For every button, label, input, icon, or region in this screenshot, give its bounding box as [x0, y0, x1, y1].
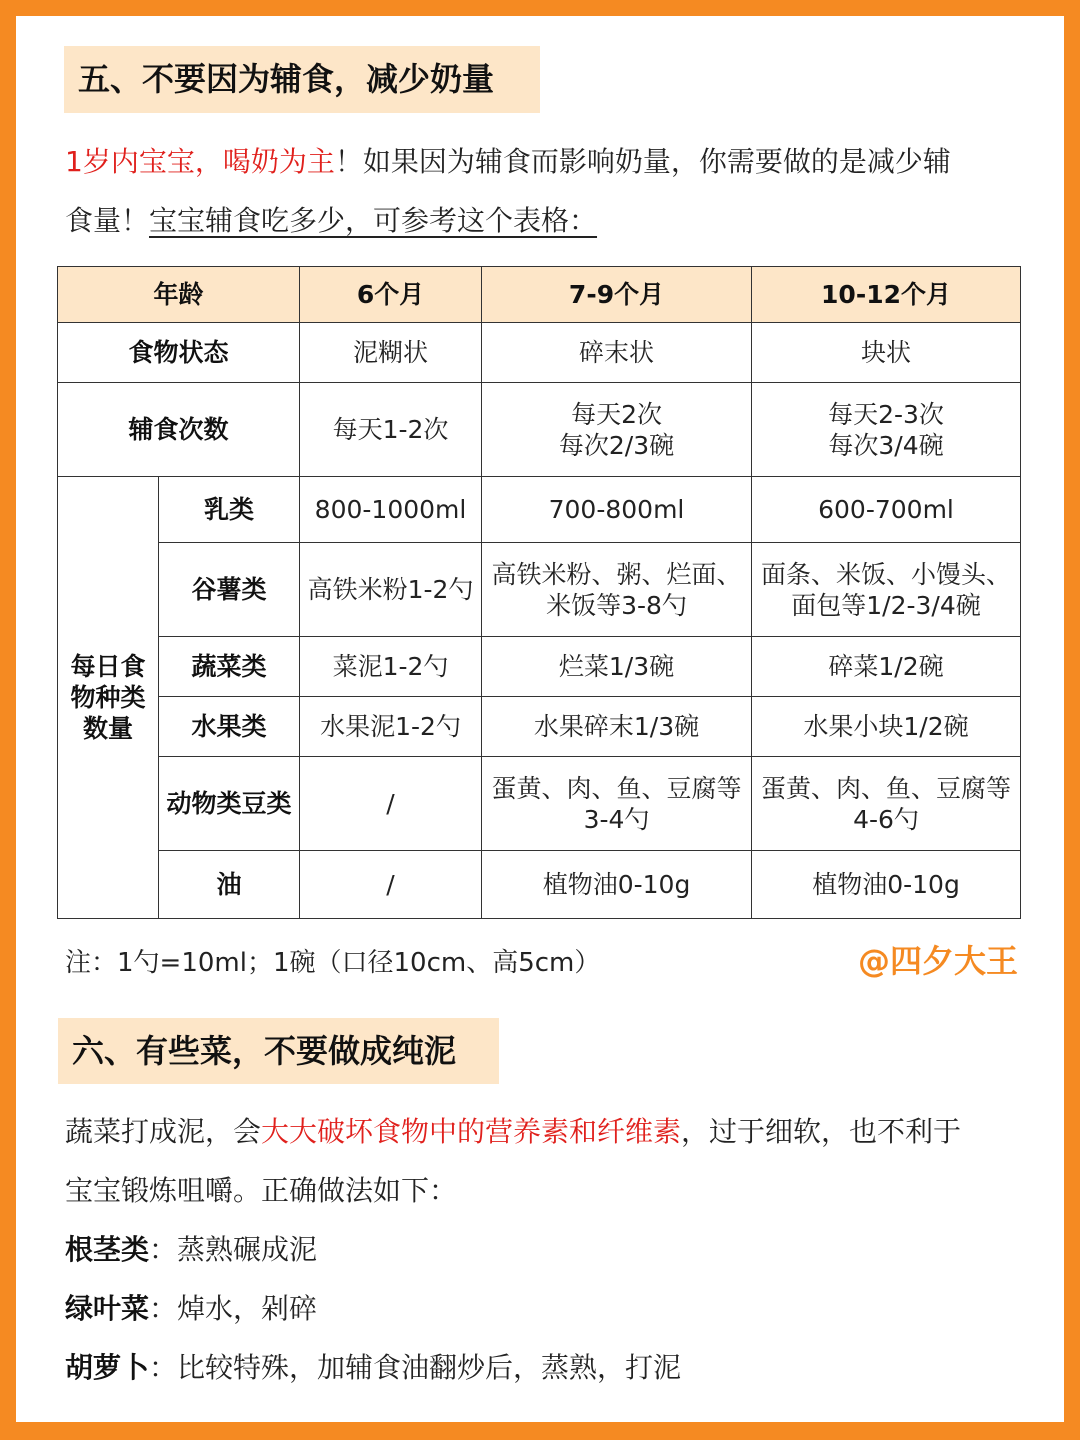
cell-line: 每天2次	[571, 399, 662, 429]
section5-intro-line2	[65, 201, 597, 241]
table-header-row	[58, 267, 1021, 323]
cell-line: 面条、米饭、小馒头、	[761, 559, 1012, 589]
p1-red: 大大破坏食物中的营养素和纤维素	[261, 1115, 682, 1148]
cell-7-9m: 水果碎末1/3碗	[482, 697, 752, 757]
cell-6m: /	[300, 757, 482, 851]
header-age: 年龄	[58, 267, 300, 323]
cell-times-7-9m	[482, 383, 752, 477]
cell-line: 米饭等3-8勺	[546, 590, 687, 620]
table-row-fruit	[58, 697, 1021, 757]
table-row-grains	[58, 543, 1021, 637]
cell-line: 每次2/3碗	[558, 430, 675, 460]
cell-10-12m: 植物油0-10g	[752, 851, 1021, 919]
row-label: 蔬菜类	[159, 637, 300, 697]
group-label-line: 数量	[82, 714, 133, 743]
cell-times-10-12m	[752, 383, 1021, 477]
method-item	[65, 1289, 317, 1329]
cell-line: 蛋黄、肉、鱼、豆腐等	[761, 773, 1012, 803]
cell-10-12m: 600-700ml	[752, 477, 1021, 543]
method-label: 根茎类	[65, 1233, 150, 1266]
intro-line2-underlined: 宝宝辅食吃多少，可参考这个表格：	[149, 204, 598, 237]
page-card	[16, 16, 1064, 1422]
row-label: 水果类	[159, 697, 300, 757]
row-label-times: 辅食次数	[58, 383, 300, 477]
cell-6m: 菜泥1-2勺	[300, 637, 482, 697]
section5-intro-line1	[65, 142, 951, 182]
cell-state-7-9m: 碎末状	[482, 323, 752, 383]
p1-end: ，过于细软，也不利于	[681, 1115, 962, 1148]
method-text: ：蒸熟碾成泥	[149, 1233, 318, 1266]
group-label-line: 每日食	[70, 652, 146, 681]
row-label: 谷薯类	[159, 543, 300, 637]
cell-7-9m	[482, 757, 752, 851]
cell-10-12m: 碎菜1/2碗	[752, 637, 1021, 697]
cell-7-9m: 700-800ml	[482, 477, 752, 543]
table-row-oil	[58, 851, 1021, 919]
method-text: ：比较特殊，加辅食油翻炒后，蒸熟，打泥	[149, 1351, 682, 1384]
table-row-dairy	[58, 477, 1021, 543]
header-7-9m: 7-9个月	[482, 267, 752, 323]
cell-state-10-12m: 块状	[752, 323, 1021, 383]
row-label: 动物类豆类	[159, 757, 300, 851]
feeding-table	[57, 266, 1021, 919]
cell-10-12m	[752, 543, 1021, 637]
cell-line: 每天2-3次	[828, 399, 944, 429]
cell-line: 蛋黄、肉、鱼、豆腐等	[491, 773, 742, 803]
cell-7-9m: 烂菜1/3碗	[482, 637, 752, 697]
cell-line: 面包等1/2-3/4碗	[791, 590, 981, 620]
table-row-times	[58, 383, 1021, 477]
intro-red-text: 1岁内宝宝，喝奶为主	[65, 145, 335, 178]
cell-times-6m: 每天1-2次	[300, 383, 482, 477]
cell-7-9m	[482, 543, 752, 637]
intro-rest-text: ！如果因为辅食而影响奶量，你需要做的是减少辅	[334, 145, 951, 178]
section6-para-line2: 宝宝锻炼咀嚼。正确做法如下：	[65, 1174, 458, 1207]
row-label: 油	[159, 851, 300, 919]
group-label-line: 物种类	[70, 683, 146, 712]
author-handle: @四夕大王	[857, 942, 1018, 980]
cell-line: 4-6勺	[853, 804, 919, 834]
table-note: 注：1勺=10ml；1碗（口径10cm、高5cm）	[65, 948, 601, 978]
table-row-state	[58, 323, 1021, 383]
method-item	[65, 1348, 681, 1388]
method-item	[65, 1230, 317, 1270]
cell-6m: /	[300, 851, 482, 919]
table-row-protein	[58, 757, 1021, 851]
table-row-vegetables	[58, 637, 1021, 697]
row-label-state: 食物状态	[58, 323, 300, 383]
method-text: ：焯水，剁碎	[149, 1292, 318, 1325]
section6-title: 六、有些菜，不要做成纯泥	[58, 1018, 499, 1084]
cell-10-12m: 水果小块1/2碗	[752, 697, 1021, 757]
cell-10-12m	[752, 757, 1021, 851]
method-label: 绿叶菜	[65, 1292, 150, 1325]
cell-line: 每次3/4碗	[828, 430, 944, 460]
cell-6m: 水果泥1-2勺	[300, 697, 482, 757]
cell-state-6m: 泥糊状	[300, 323, 482, 383]
header-10-12m: 10-12个月	[752, 267, 1021, 323]
method-label: 胡萝卜	[65, 1351, 150, 1384]
cell-line: 高铁米粉、粥、烂面、	[491, 559, 742, 589]
cell-6m: 800-1000ml	[300, 477, 482, 543]
group-label-daily-amount	[58, 477, 159, 919]
cell-line: 3-4勺	[583, 804, 650, 834]
section5-title: 五、不要因为辅食，减少奶量	[64, 46, 540, 113]
cell-6m: 高铁米粉1-2勺	[300, 543, 482, 637]
row-label: 乳类	[159, 477, 300, 543]
header-6m: 6个月	[300, 267, 482, 323]
cell-7-9m: 植物油0-10g	[482, 851, 752, 919]
p1-start: 蔬菜打成泥，会	[65, 1115, 262, 1148]
intro-line2-start: 食量！	[65, 204, 150, 237]
section6-para-line1	[65, 1112, 961, 1152]
